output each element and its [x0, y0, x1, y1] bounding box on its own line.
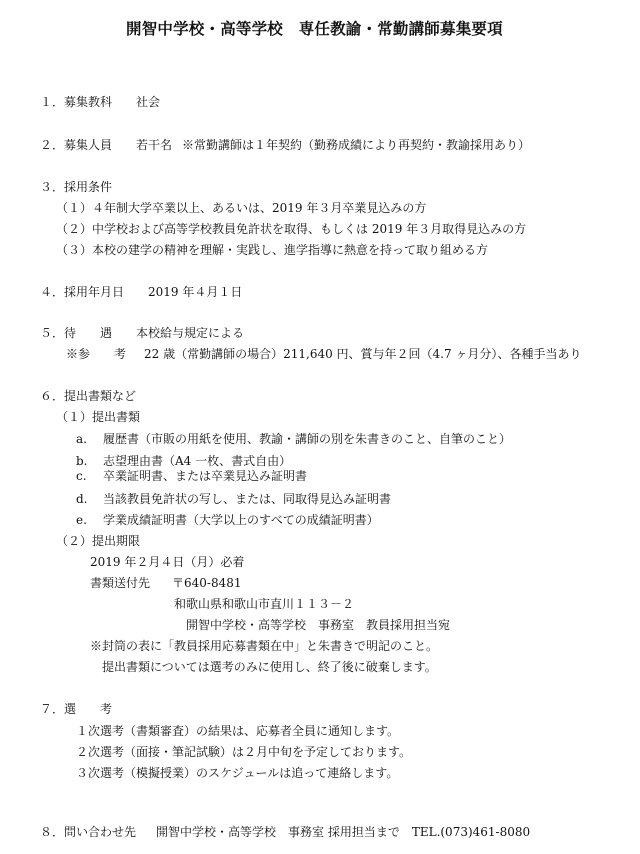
section-4	[40, 286, 242, 298]
document-item-c	[76, 470, 307, 482]
document-text: 当該教員免許状の写し、または、同取得見込み証明書	[103, 492, 392, 506]
deadline-subheading: （２）提出期限	[56, 534, 141, 548]
section-1	[40, 96, 160, 108]
section-2-value: 若干名	[136, 138, 173, 152]
reference-value: 22 歳（常勤講師の場合）211,640 円、賞与年２回（4.7 ヶ月分）、各種手当あり	[144, 347, 582, 361]
section-2-note: ※常勤講師は１年契約（勤務成績により再契約・教諭採用あり）	[182, 138, 531, 152]
page-title: 開智中学校・高等学校 専任教諭・常勤講師募集要項	[126, 20, 503, 38]
selection-step-3: ３次選考（模擬授業）のスケジュールは追って連絡します。	[76, 766, 399, 780]
condition-item-2: （２）中学校および高等学校教員免許状を取得、もしくは 2019 年３月取得見込みの方	[56, 222, 527, 236]
selection-step-2: ２次選考（面接・筆記試験）は２月中旬を予定しております。	[76, 745, 412, 759]
contact-label: ８．問い合わせ先	[40, 825, 137, 839]
mailing-address: 和歌山県和歌山市直川１１３－２	[174, 597, 355, 611]
section-1-value: 社会	[136, 95, 161, 109]
section-1-number: １．	[40, 95, 65, 109]
mailing-address-row	[90, 577, 242, 589]
section-5-reference	[66, 348, 581, 360]
document-letter: d.	[76, 492, 88, 506]
document-text: 履歴書（市販の用紙を使用、教諭・講師の別を朱書きのこと、自筆のこと）	[103, 432, 512, 446]
document-item-e	[76, 514, 379, 526]
section-4-value: 2019 年４月１日	[148, 285, 243, 299]
selection-step-1: １次選考（書類審査）の結果は、応募者全員に通知します。	[76, 724, 400, 738]
condition-item-1: （１）４年制大学卒業以上、あるいは、2019 年３月卒業見込みの方	[56, 201, 427, 215]
mailing-office: 開智中学校・高等学校 事務室 教員採用担当宛	[186, 618, 451, 632]
section-2	[40, 139, 530, 151]
reference-label: ※参 考	[66, 347, 127, 361]
section-2-label: 募集人員	[64, 138, 113, 152]
section-7-heading: ７．選 考	[40, 702, 113, 716]
section-5-number: ５．	[40, 326, 65, 340]
document-item-a	[76, 433, 511, 445]
address-label: 書類送付先	[90, 576, 151, 590]
section-2-number: ２．	[40, 138, 65, 152]
documents-subheading: （１）提出書類	[56, 410, 141, 424]
section-4-label: 採用年月日	[64, 285, 125, 299]
document-item-d	[76, 493, 391, 505]
documents-usage-note: 提出書類については選考のみに使用し、終了後に破棄します。	[102, 660, 437, 674]
section-3-heading: ３．採用条件	[40, 180, 113, 194]
document-text: 卒業証明書、または卒業見込み証明書	[103, 469, 308, 483]
document-letter: e.	[76, 513, 87, 527]
section-8	[40, 826, 530, 838]
section-6-heading: ６．提出書類など	[40, 389, 137, 403]
deadline-date: 2019 年２月４日（月）必着	[90, 555, 245, 569]
document-letter: c.	[76, 469, 87, 483]
envelope-note: ※封筒の表に「教員採用応募書類在中」と朱書きで明記のこと。	[90, 639, 439, 653]
postal-code: 〒640-8481	[172, 576, 242, 590]
document-text: 学業成績証明書（大学以上のすべての成績証明書）	[103, 513, 379, 527]
document-item-b	[76, 455, 291, 467]
section-5	[40, 327, 244, 339]
section-4-number: ４．	[40, 285, 65, 299]
document-text: 志望理由書（A4 一枚、書式自由）	[103, 454, 292, 468]
document-letter: b.	[76, 454, 88, 468]
contact-value: 開智中学校・高等学校 事務室 採用担当まで TEL.(073)461-8080	[156, 825, 531, 839]
section-5-label: 待 遇	[64, 326, 113, 340]
condition-item-3: （３）本校の建学の精神を理解・実践し、進学指導に熱意を持って取り組める方	[56, 243, 489, 257]
section-5-value: 本校給与規定による	[136, 326, 245, 340]
section-1-label: 募集教科	[64, 95, 113, 109]
document-letter: a.	[76, 432, 87, 446]
